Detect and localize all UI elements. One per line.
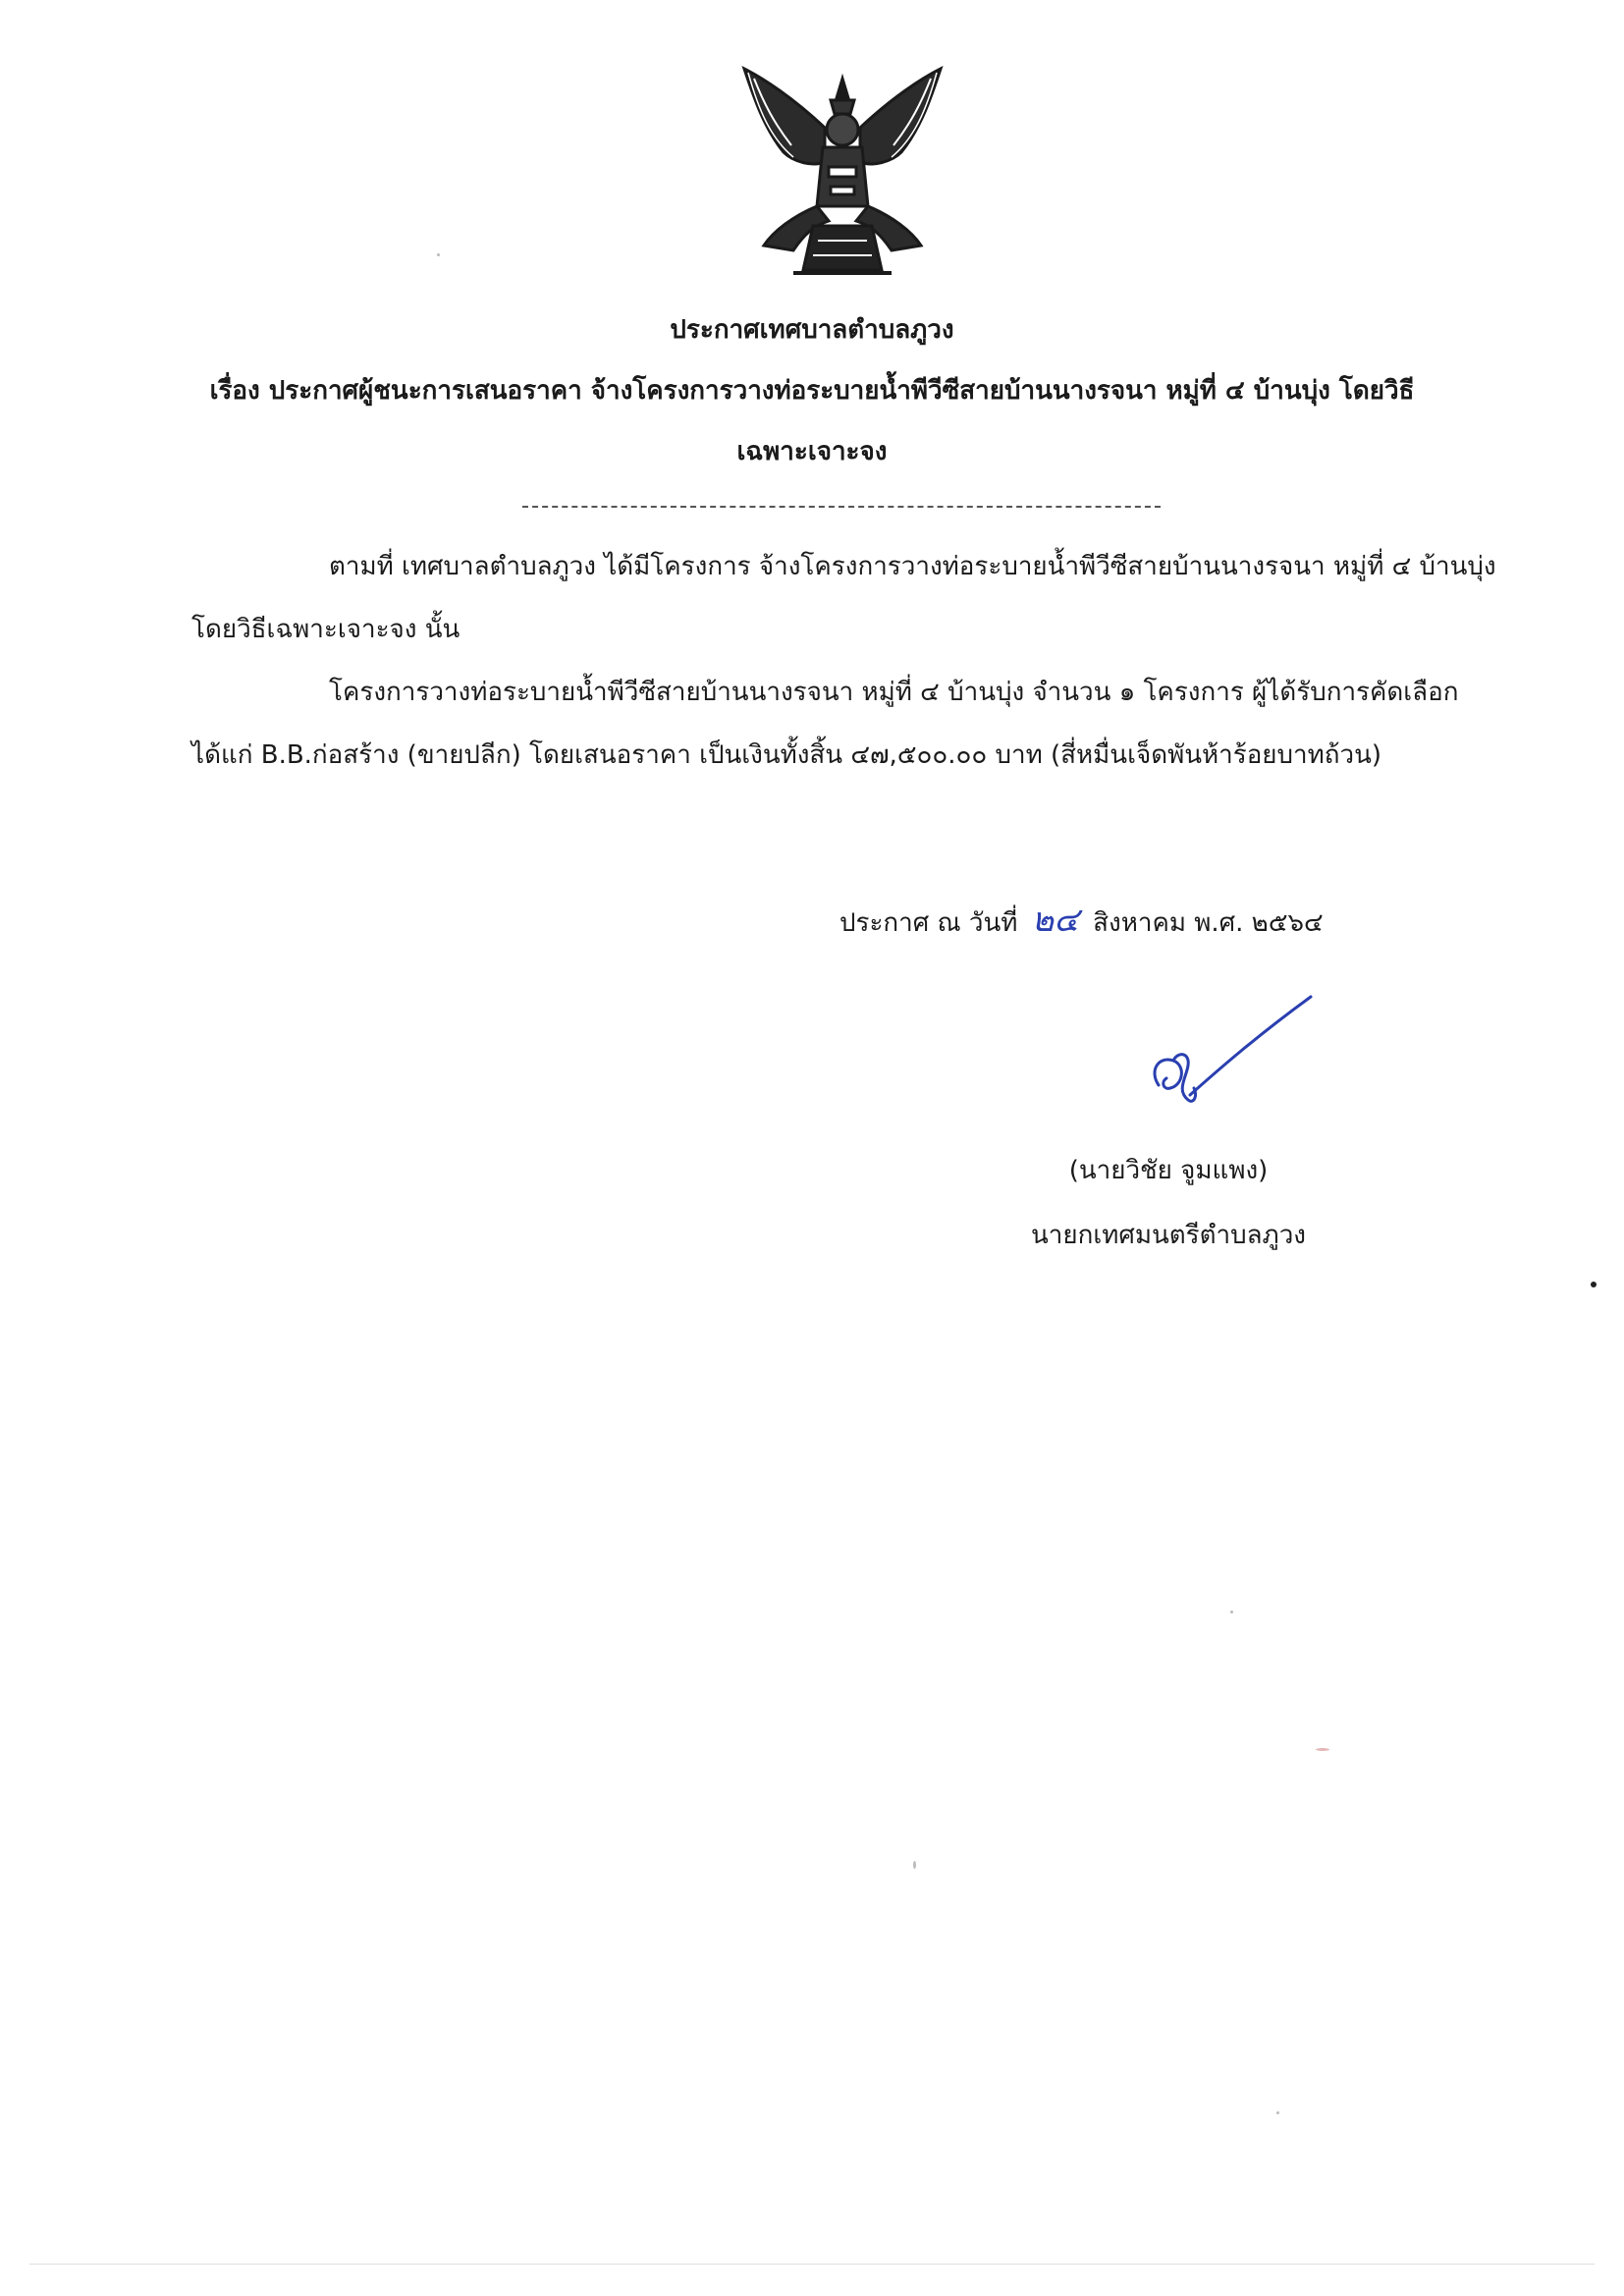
date-month-year: สิงหาคม พ.ศ. ๒๕๖๔: [1093, 908, 1324, 938]
dashed-divider: [522, 506, 1161, 508]
subject-line-2: เฉพาะเจาะจง: [736, 437, 888, 466]
signer-name: (นายวิชัย จูมแพง): [1068, 1156, 1269, 1185]
scan-speck: [913, 1861, 916, 1869]
date-prefix: ประกาศ ณ วันที่: [839, 908, 1018, 938]
handwritten-signature-icon: [1129, 992, 1326, 1129]
subject-line-1: เรื่อง ประกาศผู้ชนะการเสนอราคา จ้างโครงการวางท่อระบายน้ำพีวีซีสายบ้านนางรจนา หมู่ที่ ๔ บ้านบุ่ง โดยวิธี: [209, 376, 1415, 406]
signer-position: นายกเทศมนตรีตำบลภูวง: [1031, 1221, 1306, 1250]
scan-dot: [1591, 1282, 1597, 1287]
garuda-emblem-icon: [734, 59, 950, 295]
scan-edge-line: [29, 2264, 1595, 2265]
date-day-handwritten: ๒๔: [1031, 901, 1079, 940]
scan-speck: [1230, 1611, 1233, 1613]
scan-speck: [1316, 1748, 1329, 1751]
body-paragraph-2: โครงการวางท่อระบายน้ำพีวีซีสายบ้านนางรจนา หมู่ที่ ๔ บ้านบุ่ง จำนวน ๑ โครงการ ผู้ได้รับการคัดเลือก ได้แก่ B.B.ก่อสร้าง (ขายปลีก) โดยเสนอราคา เป็นเงินทั้งสิ้น ๔๗,๕๐๐.๐๐ บาท (สี่หมื่นเจ็ดพันห้าร้อยบาทถ้วน): [191, 678, 1459, 770]
announcement-date: [839, 889, 1324, 955]
scan-speck: [437, 253, 440, 256]
scan-speck: [1276, 2111, 1279, 2114]
body-paragraph-1: ตามที่ เทศบาลตำบลภูวง ได้มีโครงการ จ้างโครงการวางท่อระบายน้ำพีวีซีสายบ้านนางรจนา หมู่ที่ ๔ บ้านบุ่ง โดยวิธีเฉพาะเจาะจง นั้น: [191, 552, 1496, 644]
agency-heading: ประกาศเทศบาลตำบลภูวง: [670, 315, 954, 345]
